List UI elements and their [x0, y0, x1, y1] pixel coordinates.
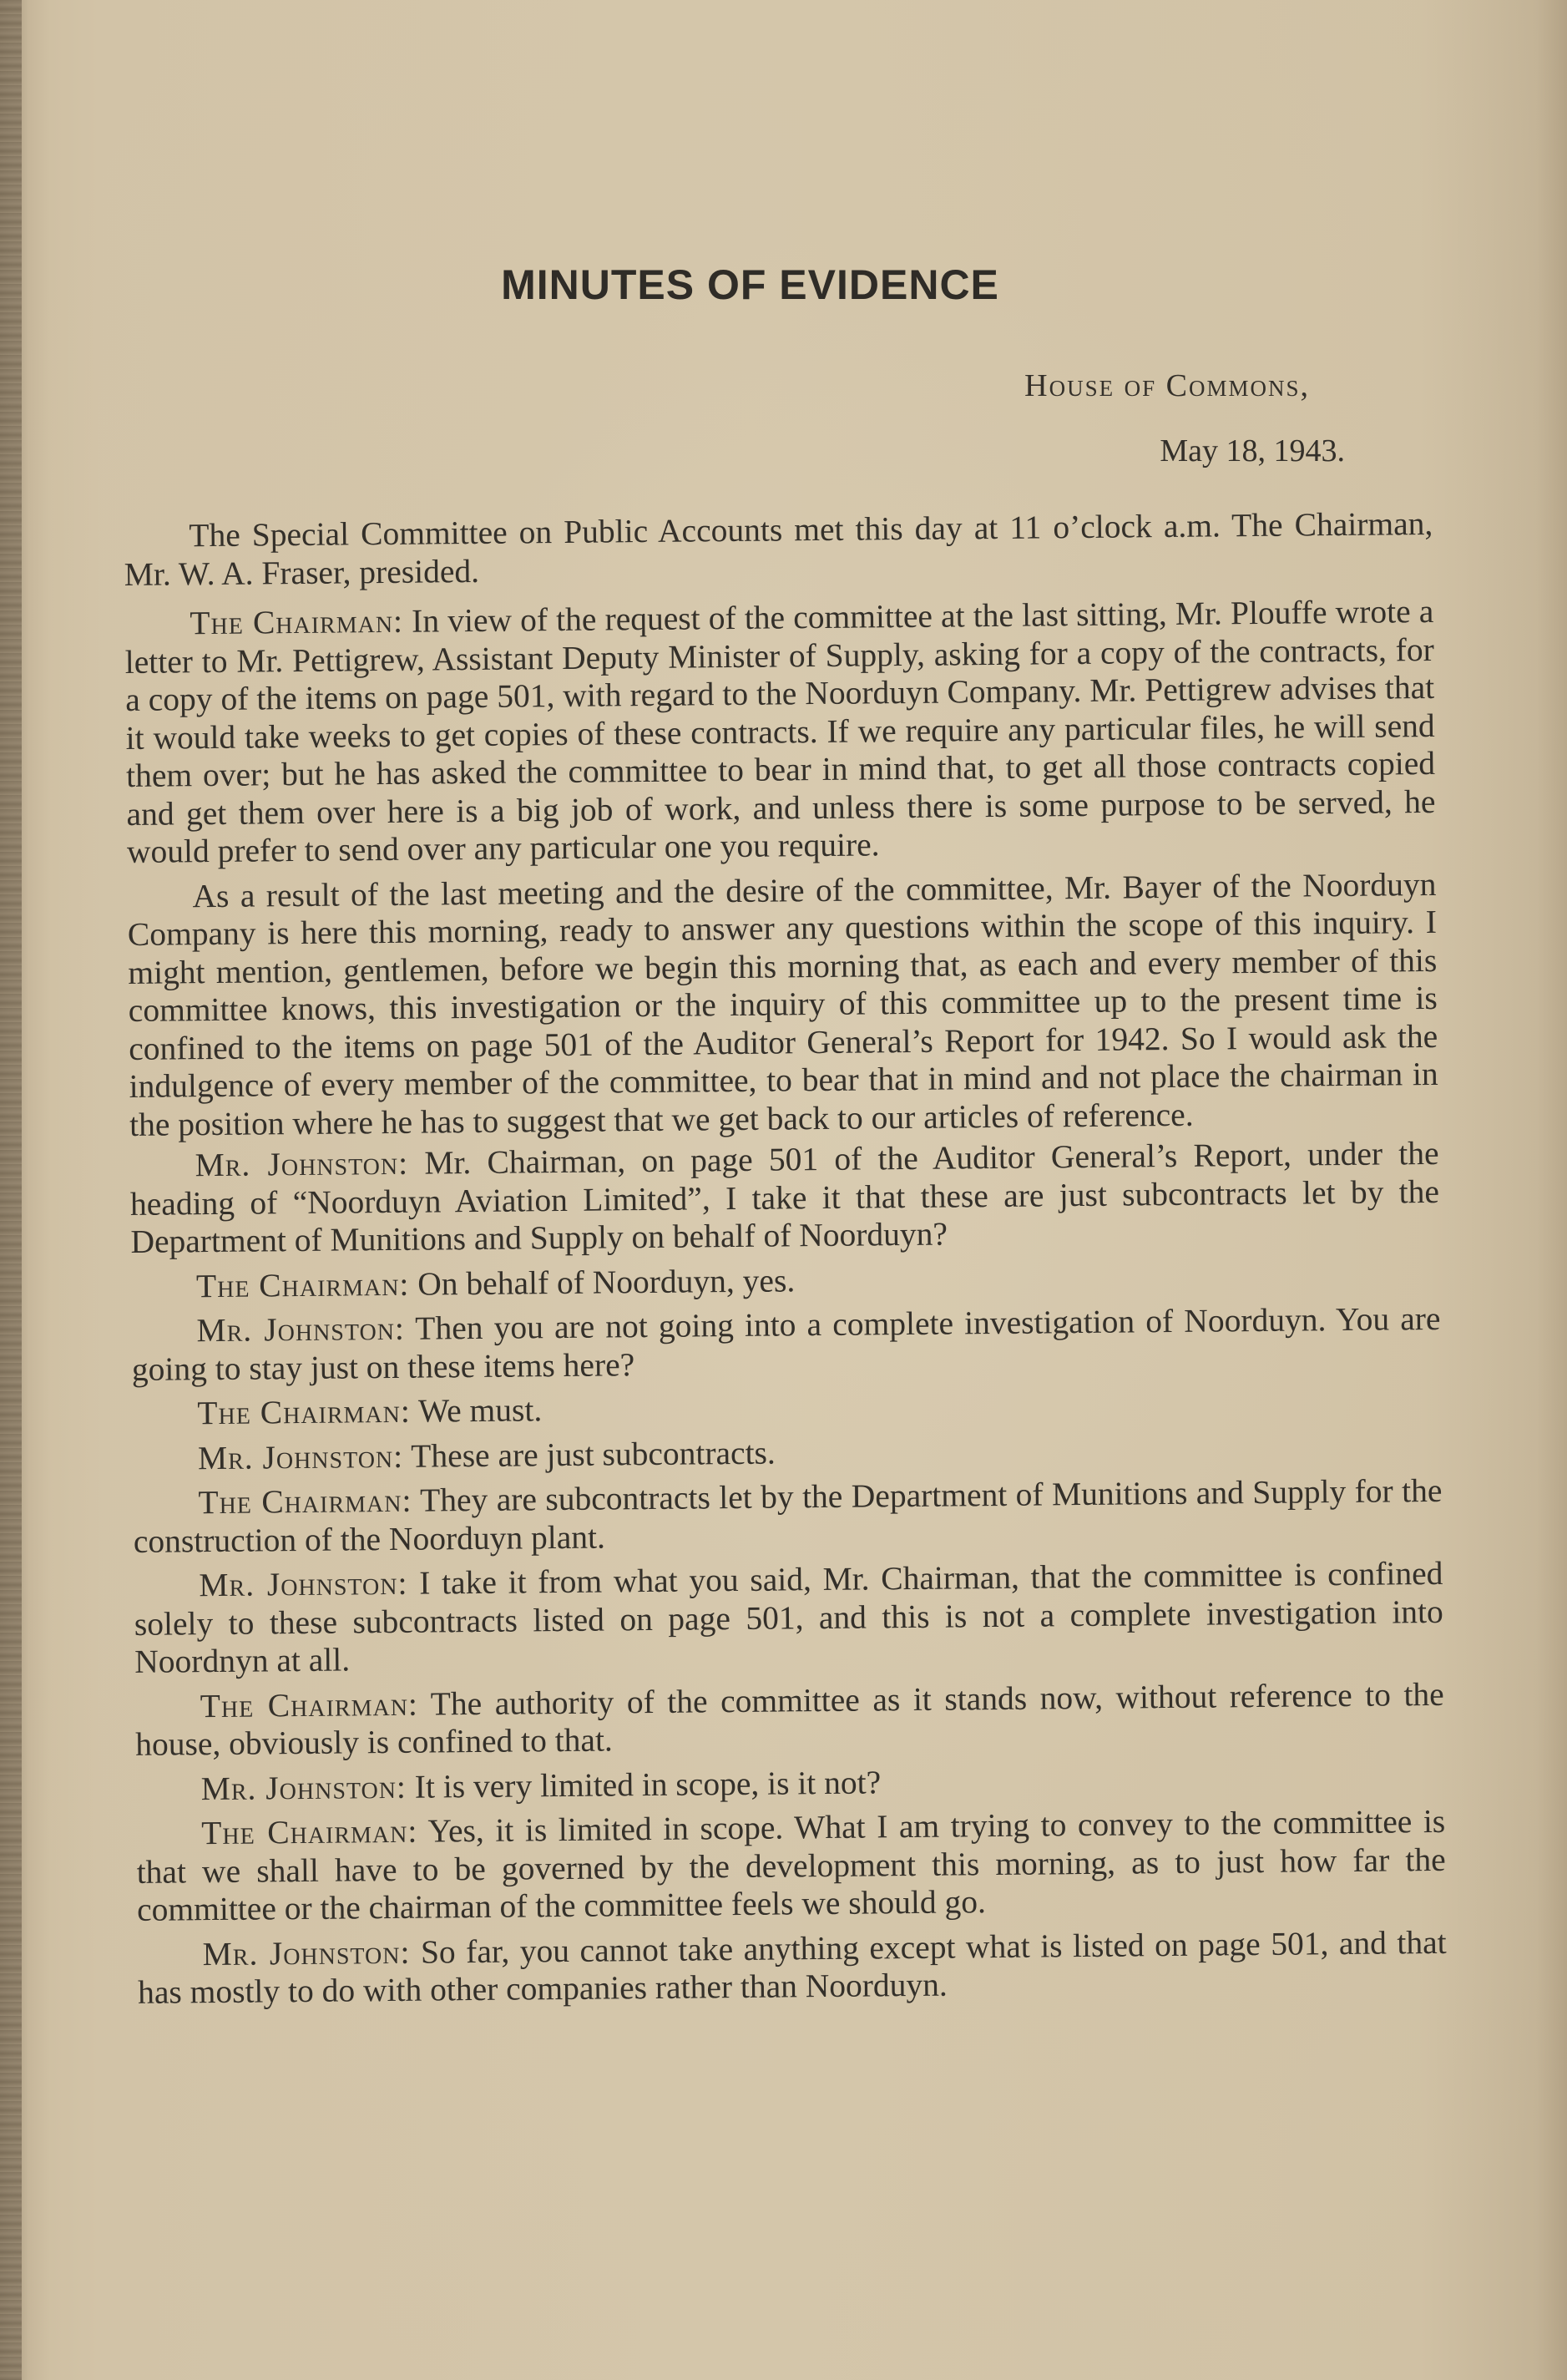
speaker-name: The Chairman:: [190, 602, 404, 642]
paragraph: [133, 1427, 1442, 1478]
speaker-name: The Chairman:: [200, 1685, 419, 1724]
speaker-name: Mr. Johnston:: [199, 1564, 408, 1604]
paragraph-text: Mr. Chairman, on page 501 of the Auditor General’s Report, under the heading of “Noorduyn Aviation Limited”, I take it that these are just subcontracts let by the Department of Munitions and Supply on behalf of Noorduyn?: [129, 1134, 1440, 1260]
paragraph: [127, 865, 1438, 1144]
speaker-name: Mr. Johnston:: [202, 1933, 411, 1972]
paragraph-text: These are just subcontracts.: [411, 1434, 776, 1475]
paragraph: [131, 1300, 1441, 1389]
paragraph-text: On behalf of Noorduyn, yes.: [417, 1261, 796, 1303]
speaker-name: The Chairman:: [198, 1481, 412, 1522]
paragraph: [134, 1555, 1443, 1682]
paragraph: [137, 1923, 1447, 2012]
paragraph-text: We must.: [417, 1391, 543, 1430]
speaker-name: Mr. Johnston:: [195, 1144, 409, 1184]
paragraph-opening: [124, 505, 1433, 594]
paragraph-text: Yes, it is limited in scope. What I am trying to convey to the committee is that we shall have to be governed by the development this morning, as to just how far the committee or the chairman of the committee feels we should go.: [136, 1802, 1446, 1928]
book-spine-shadow: [0, 0, 22, 2380]
paragraph: [124, 593, 1436, 872]
paragraph: [132, 1383, 1441, 1434]
paragraph-text: They are subcontracts let by the Department of Munitions and Supply for the construction of the Noorduyn plant.: [133, 1471, 1443, 1560]
paragraph-text: Then you are not going into a complete investigation of Noorduyn. You are going to stay just on these items here?: [131, 1299, 1441, 1388]
paragraph-text: In view of the request of the committee at the last sitting, Mr. Plouffe wrote a letter to Mr. Pettigrew, Assistant Deputy Minister of Supply, asking for a copy of the contracts, for a copy of the items on page 501, with regard to the Noorduyn Company. Mr. Pettigrew advises that it would take weeks to get copies of these contracts. If we require any particular files, he will send them over; but he has asked the committee to bear in mind that, to get all those contracts copied and get them over here is a big job of work, and unless there is some purpose to be served, he would prefer to send over any particular one you require.: [124, 592, 1436, 870]
paragraph-text: I take it from what you said, Mr. Chairman, that the committee is confined solely to these subcontracts listed on page 501, and this is not a complete investigation into Noordnyn at all.: [134, 1554, 1443, 1680]
place-line: House of Commons,: [1024, 368, 1310, 403]
speaker-name: The Chairman:: [195, 1265, 410, 1304]
paragraph-text: The authority of the committee as it stands now, without reference to the house, obviously is confined to that.: [135, 1675, 1444, 1763]
speaker-name: The Chairman:: [201, 1812, 418, 1852]
minutes-body: [124, 494, 1447, 2018]
paragraph: [131, 1255, 1440, 1306]
speaker-name: Mr. Johnston:: [196, 1309, 406, 1350]
speaker-name: Mr. Johnston:: [197, 1437, 404, 1476]
paragraph-text: So far, you cannot take anything except what is listed on page 501, and that has mostly to do with other companies rather than Noorduyn.: [137, 1923, 1447, 2011]
speaker-name: Mr. Johnston:: [200, 1768, 407, 1807]
paragraph: [133, 1472, 1443, 1561]
paragraph: [136, 1803, 1446, 1930]
speaker-name: The Chairman:: [197, 1392, 412, 1432]
date-line: May 18, 1943.: [1160, 433, 1345, 468]
paragraph: [135, 1675, 1445, 1764]
page-title: MINUTES OF EVIDENCE: [501, 261, 999, 308]
paragraph: [136, 1758, 1445, 1809]
paragraph-text: It is very limited in scope, is it not?: [414, 1763, 882, 1805]
paragraph-text: As a result of the last meeting and the desire of the committee, Mr. Bayer of the Noorduyn Company is here this morning, ready to answer any questions within the scope of this inquiry. I might mention, gentlemen, before we begin this morning that, as each and every member of this committee knows, this investigation or the inquiry of this committee up to the present time is confined to the items on page 501 of the Auditor General’s Report for 1942. So I would ask the indulgence of every member of the committee, to bear that in mind and not place the chairman in the position where he has to suggest that we get back to our articles of reference.: [127, 865, 1438, 1143]
paragraph: [129, 1135, 1439, 1262]
paragraph-text: The Special Committee on Public Accounts met this day at 11 o’clock a.m. The Chairman, Mr. W. A. Fraser, presided.: [124, 504, 1433, 593]
